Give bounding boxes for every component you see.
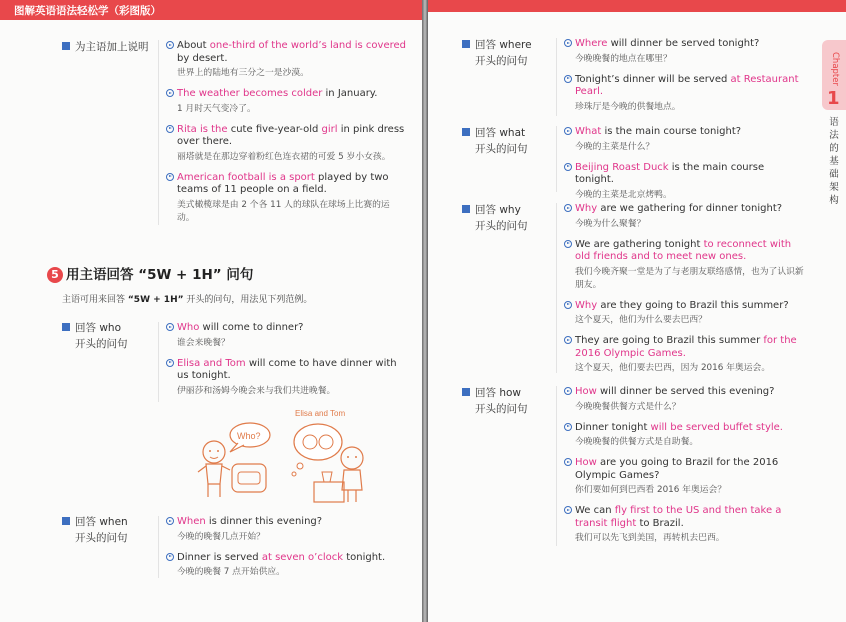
right-page [428, 0, 846, 622]
example-sentence-pair [166, 40, 406, 80]
example-sentence-pair [564, 335, 804, 375]
highlighted-phrase: Elisa and Tom [177, 357, 246, 369]
chapter-tab [822, 40, 846, 230]
example-sentence-pair [564, 74, 804, 114]
square-bullet-icon [462, 40, 470, 48]
divider-line [556, 126, 557, 192]
chinese-translation: 今晚晚餐的地点在哪里？ [575, 53, 672, 64]
square-bullet-icon [62, 42, 70, 50]
circle-arrow-bullet-icon [564, 240, 572, 248]
sentence-text: are you going to Brazil for the 2016 Olympic Games? [575, 457, 779, 481]
highlighted-phrase: Why [575, 299, 598, 311]
circle-arrow-bullet-icon [166, 323, 174, 331]
english-sentence [564, 422, 804, 435]
example-group-subject [166, 40, 406, 225]
circle-arrow-bullet-icon [166, 89, 174, 97]
chinese-translation: 这个夏天，他们要去巴西，因为 2016 年奥运会。 [575, 363, 771, 373]
english-sentence [166, 516, 406, 529]
example-sentence-pair [564, 38, 804, 66]
circle-arrow-bullet-icon [166, 517, 174, 525]
english-sentence [166, 358, 406, 383]
example-group-where [564, 38, 804, 114]
chinese-translation: 今晚的主菜是什么？ [575, 141, 655, 152]
highlighted-phrase: Where [575, 38, 608, 49]
sentence-text: by desert. [177, 52, 228, 64]
sentence-text: are they going to Brazil this summer? [597, 299, 789, 311]
circle-arrow-bullet-icon [564, 301, 572, 309]
example-group-when [166, 516, 406, 579]
highlighted-phrase: American football is a sport [177, 171, 315, 183]
square-bullet-icon [462, 205, 470, 213]
circle-arrow-bullet-icon [166, 173, 174, 181]
divider-line [556, 203, 557, 373]
section-description: 主语可用来回答 “5W + 1H” 开头的问句，用法见下列范例。 [62, 295, 313, 305]
sentence-text: is the main course tonight? [601, 126, 742, 137]
english-sentence [166, 124, 406, 149]
example-sentence-pair [166, 322, 406, 350]
circle-arrow-bullet-icon [564, 204, 572, 212]
chinese-translation: 我们可以先飞到美国，再转机去巴西。 [575, 533, 725, 543]
chinese-translation: 丽塔就是在那边穿着粉红色连衣裙的可爱 5 岁小女孩。 [177, 151, 391, 162]
chinese-translation: 伊丽莎和汤姆今晚会来与我们共进晚餐。 [177, 385, 336, 396]
square-bullet-icon [62, 517, 70, 525]
circle-arrow-bullet-icon [564, 336, 572, 344]
category-where: 回答 where 开头的问句 [462, 37, 532, 69]
highlighted-phrase: will be served buffet style. [650, 421, 783, 433]
english-sentence [564, 162, 804, 187]
example-sentence-pair [564, 422, 804, 450]
example-sentence-pair [564, 386, 804, 414]
chapter-label: Chapter [830, 52, 840, 86]
highlighted-phrase: for the 2016 Olympic Games. [575, 335, 797, 359]
example-sentence-pair [564, 505, 804, 545]
circle-arrow-bullet-icon [166, 41, 174, 49]
sentence-text: About [177, 40, 210, 51]
square-bullet-icon [462, 388, 470, 396]
highlighted-phrase: Who [177, 322, 200, 333]
chinese-translation: 今晚的主菜是北京烤鸭。 [575, 189, 672, 200]
circle-arrow-bullet-icon [564, 75, 572, 83]
english-sentence [564, 239, 804, 264]
sentence-text: Dinner is served [177, 551, 262, 563]
example-sentence-pair [564, 162, 804, 202]
example-group-what [564, 126, 804, 202]
speech-bubble-text: Who? [237, 431, 261, 441]
highlighted-phrase: Beijing Roast Duck [575, 161, 669, 173]
chinese-translation: 这个夏天，他们为什么要去巴西？ [575, 315, 707, 325]
sentence-text: We can [575, 505, 615, 516]
chinese-translation: 今晚的晚餐 7 点开始供应。 [177, 567, 285, 577]
circle-arrow-bullet-icon [166, 359, 174, 367]
category-why: 回答 why 开头的问句 [462, 202, 528, 234]
square-bullet-icon [462, 128, 470, 136]
highlighted-phrase: Rita is the [177, 123, 228, 135]
english-sentence [564, 386, 804, 399]
example-group-how [564, 386, 804, 545]
divider-line [158, 322, 159, 402]
chapter-number: 1 [827, 88, 840, 109]
circle-arrow-bullet-icon [166, 553, 174, 561]
english-sentence [564, 203, 804, 216]
section-title: 5 用主语回答 “5W + 1H” 问句 [47, 263, 253, 283]
example-sentence-pair [166, 172, 406, 225]
sentence-text: played by two teams of 11 people on a field. [177, 171, 389, 195]
header-bar [428, 0, 846, 12]
sentence-text: tonight. [343, 551, 386, 563]
divider-line [158, 40, 159, 225]
category-when: 回答 when 开头的问句 [62, 514, 128, 546]
chinese-translation: 今晚为什么聚餐？ [575, 218, 646, 229]
example-sentence-pair [166, 124, 406, 164]
header-bar [0, 0, 422, 20]
highlighted-phrase: girl [321, 123, 338, 135]
english-sentence [564, 457, 804, 482]
circle-arrow-bullet-icon [564, 387, 572, 395]
english-sentence [564, 335, 804, 360]
left-page [0, 0, 422, 622]
circle-arrow-bullet-icon [564, 423, 572, 431]
circle-arrow-bullet-icon [564, 163, 572, 171]
square-bullet-icon [62, 323, 70, 331]
example-sentence-pair [564, 126, 804, 154]
example-sentence-pair [166, 552, 406, 580]
divider-line [158, 516, 159, 578]
example-sentence-pair [564, 457, 804, 497]
example-group-why [564, 203, 804, 375]
chapter-name: 语法的基础架构 [829, 117, 839, 206]
english-sentence [564, 505, 804, 530]
chinese-translation: 谁会来晚餐？ [177, 337, 230, 348]
sentence-text: will come to dinner? [199, 322, 304, 333]
english-sentence [564, 74, 804, 99]
divider-line [556, 38, 557, 116]
chinese-translation: 1 月时天气变冷了。 [177, 103, 256, 114]
sentence-text: in pink dress over there. [177, 123, 405, 147]
section-number-badge: 5 [47, 267, 63, 283]
circle-arrow-bullet-icon [166, 125, 174, 133]
circle-arrow-bullet-icon [564, 458, 572, 466]
highlighted-phrase: When [177, 516, 206, 527]
highlighted-phrase: at seven o’clock [261, 551, 344, 563]
example-sentence-pair [564, 239, 804, 292]
sentence-text: will come to have dinner with us tonight. [177, 357, 397, 381]
example-sentence-pair [166, 358, 406, 398]
highlighted-phrase: fly first to the US and then take a transit flight [575, 505, 782, 529]
sentence-text: cute five-year-old [227, 123, 322, 135]
example-sentence-pair [564, 203, 804, 231]
circle-arrow-bullet-icon [564, 39, 572, 47]
sentence-text: Tonight’s dinner will be served [575, 73, 731, 85]
sentence-text: will dinner be served tonight? [607, 38, 760, 49]
highlighted-phrase: What [575, 126, 602, 137]
category-subject-modifier: 为主语加上说明 [62, 39, 149, 55]
sentence-text: They are going to Brazil this summer [575, 335, 764, 346]
chinese-translation: 今晚晚餐的供餐方式是自助餐。 [575, 437, 699, 447]
sentence-text: are we gathering for dinner tonight? [597, 203, 783, 214]
english-sentence [166, 322, 406, 335]
circle-arrow-bullet-icon [564, 506, 572, 514]
sentence-text: to Brazil. [636, 517, 684, 529]
example-sentence-pair [564, 300, 804, 328]
highlighted-phrase: to reconnect with old friends and to meet new ones. [575, 238, 792, 262]
example-sentence-pair [166, 88, 406, 116]
chinese-translation: 世界上的陆地有三分之一是沙漠。 [177, 68, 309, 78]
highlighted-phrase: at Restaurant Pearl. [575, 73, 799, 97]
example-group-who [166, 322, 406, 398]
highlighted-phrase: The weather becomes colder [177, 88, 323, 99]
sentence-text: We are gathering tonight [575, 238, 704, 250]
dinner-illustration [190, 402, 390, 507]
divider-line [556, 386, 557, 546]
english-sentence [564, 38, 804, 51]
chinese-translation: 今晚晚餐供餐方式是什么？ [575, 401, 681, 412]
example-sentence-pair [166, 516, 406, 544]
sentence-text: in January. [322, 88, 378, 99]
sentence-text: Dinner tonight [575, 421, 651, 433]
highlighted-phrase: Why [575, 203, 598, 214]
english-sentence [166, 40, 406, 65]
category-what: 回答 what 开头的问句 [462, 125, 528, 157]
highlighted-phrase: How [575, 457, 597, 468]
book-title: 图解英语语法轻松学（彩图版） [14, 5, 161, 17]
category-how: 回答 how 开头的问句 [462, 385, 528, 417]
highlighted-phrase: one-third of the world’s land is covered [209, 40, 406, 51]
english-sentence [166, 552, 406, 565]
highlighted-phrase: How [575, 386, 597, 397]
category-who: 回答 who 开头的问句 [62, 320, 128, 352]
chinese-translation: 美式橄榄球是由 2 个各 11 人的球队在球场上比赛的运动。 [177, 199, 390, 223]
english-sentence [166, 172, 406, 197]
chinese-translation: 我们今晚齐聚一堂是为了与老朋友联络感情，也为了认识新朋友。 [575, 266, 804, 290]
sentence-text: is dinner this evening? [205, 516, 323, 527]
english-sentence [564, 126, 804, 139]
illustration-caption: Elisa and Tom [295, 409, 346, 418]
chinese-translation: 你们要如何到巴西看 2016 年奥运会？ [575, 485, 727, 495]
sentence-text: will dinner be served this evening? [596, 386, 775, 397]
english-sentence [166, 88, 406, 101]
english-sentence [564, 300, 804, 313]
chinese-translation: 珍珠厅是今晚的供餐地点。 [575, 101, 681, 112]
sentence-text: is the main course tonight. [575, 161, 765, 185]
chinese-translation: 今晚的晚餐几点开始？ [177, 531, 265, 542]
circle-arrow-bullet-icon [564, 127, 572, 135]
